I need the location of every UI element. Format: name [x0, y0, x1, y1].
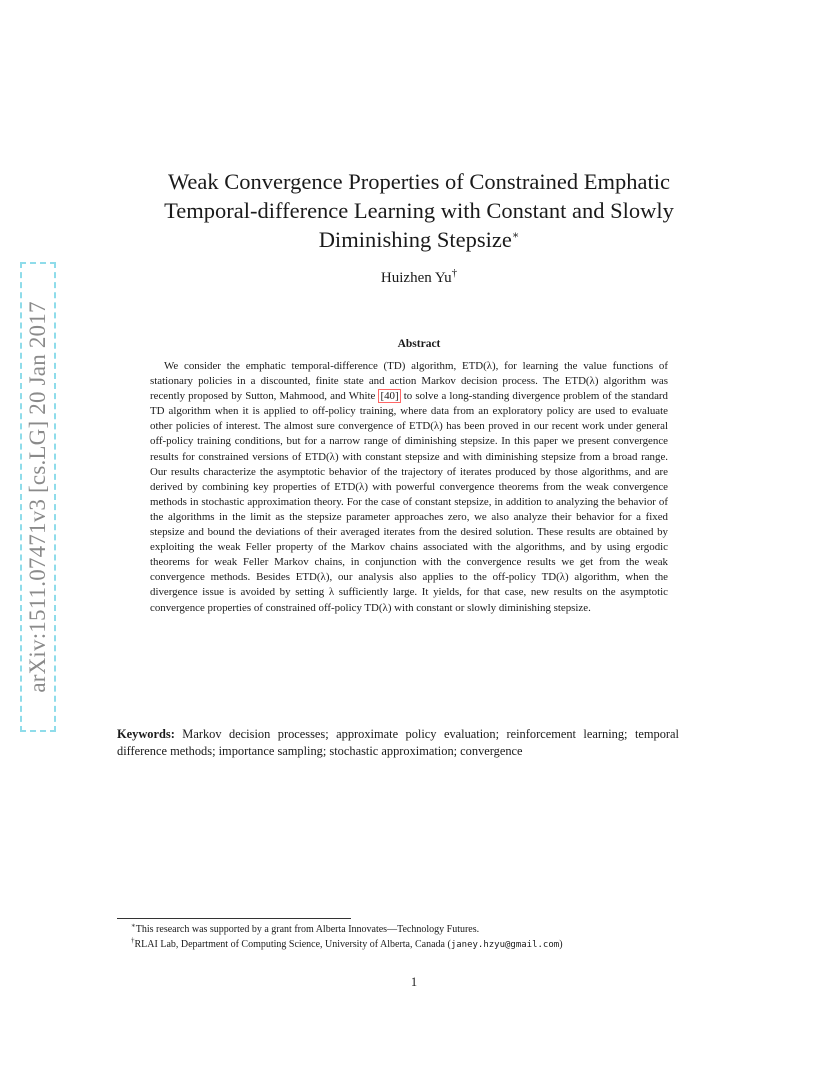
paper-title [120, 167, 718, 254]
footnote-divider [117, 918, 351, 919]
footnote-text: This research was supported by a grant from Alberta Innovates—Technology Futures. [135, 924, 480, 935]
title-footnote-mark: ∗ [511, 229, 520, 242]
abstract-text [150, 359, 668, 616]
arxiv-identifier-stamp [20, 262, 56, 732]
footnote-mark: † [131, 936, 135, 945]
footnote-text: RLAI Lab, Department of Computing Science, University of Alberta, Canada ( [134, 939, 451, 950]
paper-title-text: Weak Convergence Properties of Constrained Emphatic Temporal-difference Learning with Constant and Slowly Diminishing Stepsize [164, 169, 674, 252]
author-footnote-mark: † [451, 267, 458, 279]
abstract-text-part2: to solve a long-standing divergence problem of the standard TD algorithm when it is applied to off-policy training, where data from an exploratory policy are used to evaluate other policies of interest. The almost sure convergence of ETD(λ) has been proved in our recent work under general off-policy training conditions, but for a narrow range of diminishing stepsize. In this paper we present convergence results for constrained versions of ETD(λ) with constant stepsize and with diminishing stepsize from a broad range. Our results characterize the asymptotic behavior of the trajectory of iterates produced by those algorithms, and are derived by combining key properties of ETD(λ) with powerful convergence theorems from the weak convergence methods in stochastic approximation theory. For the case of constant stepsize, in addition to analyzing the behavior of the algorithms in the limit as the stepsize parameter approaches zero, we also analyze their behavior for a fixed stepsize and bound the deviations of their averaged iterates from the desired solution. These results are obtained by exploiting the weak Feller property of the Markov chains associated with the algorithms, and by using ergodic theorems for weak Feller Markov chains, in conjunction with the convergence results we get from the weak convergence methods. Besides ETD(λ), our analysis also applies to the off-policy TD(λ) algorithm, when the divergence issue is avoided by setting λ sufficiently large. It yields, for that case, new results on the asymptotic convergence properties of constrained off-policy TD(λ) with constant or slowly diminishing stepsize. [150, 390, 668, 614]
keywords-text: Markov decision processes; approximate policy evaluation; reinforcement learning; temporal difference methods; importance sampling; stochastic approximation; convergence [117, 727, 679, 758]
keywords-label: Keywords: [117, 727, 175, 741]
footnotes [117, 922, 697, 953]
footnote-mark: ∗ [131, 921, 136, 930]
page-number: 1 [410, 975, 418, 989]
footnote-affiliation [117, 937, 697, 953]
footnote-funding [117, 922, 697, 937]
author-name: Huizhen Yu [380, 270, 452, 286]
arxiv-identifier: arXiv:1511.07471v3 [cs.LG] 20 Jan 2017 [25, 301, 50, 693]
abstract-heading: Abstract [397, 338, 441, 350]
footnote-close-paren: ) [559, 939, 563, 950]
author-email[interactable]: janey.hzyu@gmail.com [450, 940, 560, 950]
keywords-section [117, 726, 679, 760]
author-line [120, 267, 718, 287]
citation-link[interactable]: [40] [380, 390, 399, 403]
abstract-text-part1: We consider the emphatic temporal-difference (TD) algorithm, ETD(λ), for learning the value functions of stationary policies in a discounted, finite state and action Markov decision process. The ETD(λ) algorithm was recently proposed by Sutton, Mahmood, and White [150, 360, 668, 403]
